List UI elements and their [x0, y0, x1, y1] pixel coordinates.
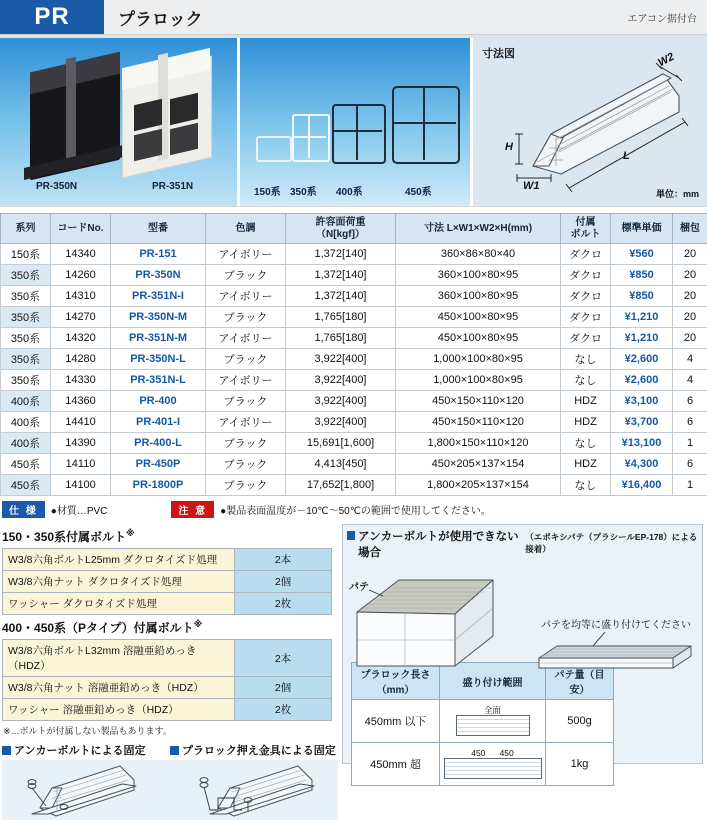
putty-range-labels-2 — [442, 749, 543, 758]
bolt-quantity: 2個 — [235, 571, 332, 593]
size-shape-400-rib — [356, 104, 358, 160]
table-row — [3, 549, 332, 571]
cell-code: 14410 — [51, 412, 111, 433]
cell-color: アイボリー — [206, 244, 286, 265]
cell-color: ブラック — [206, 307, 286, 328]
table-row — [1, 265, 707, 286]
cell-color: アイボリー — [206, 286, 286, 307]
cell-pack: 20 — [673, 265, 707, 286]
fixation-anchor-illustration — [2, 760, 170, 820]
cell-color: アイボリー — [206, 412, 286, 433]
cell-bolt: ダクロ — [561, 307, 611, 328]
anchor-panel-heading-text: アンカーボルトが使用できない場合 — [358, 528, 522, 560]
cell-dim: 1,800×150×110×120 — [396, 433, 561, 454]
cell-bolt: ダクロ — [561, 328, 611, 349]
cell-code: 14270 — [51, 307, 111, 328]
cell-color: ブラック — [206, 454, 286, 475]
cell-pack: 20 — [673, 328, 707, 349]
spec-table-header-row — [1, 214, 707, 244]
cell-load: 1,372[140] — [286, 286, 396, 307]
putty-table-row — [352, 743, 614, 786]
cell-code: 14330 — [51, 370, 111, 391]
putty-range-label-1: 全面 — [442, 706, 543, 715]
cell-load: 3,922[400] — [286, 370, 396, 391]
bolts-150-350-heading — [2, 528, 342, 545]
cell-series: 400系 — [1, 391, 51, 412]
cell-bolt: なし — [561, 349, 611, 370]
cell-series: 350系 — [1, 370, 51, 391]
size-shape-350-rib — [308, 114, 310, 158]
cell-price: ¥1,210 — [611, 307, 673, 328]
cell-color: ブラック — [206, 475, 286, 496]
anchor-panel-illustration — [343, 562, 702, 662]
table-row — [1, 349, 707, 370]
putty-length-2: 450mm 超 — [352, 743, 440, 786]
product-category-label: エアコン据付台 — [628, 0, 707, 34]
cell-code: 14390 — [51, 433, 111, 454]
fixation-row — [2, 742, 342, 820]
cell-pack: 4 — [673, 349, 707, 370]
bolts-150-350-heading-mark: ※ — [126, 528, 135, 538]
caution-tag: 注 意 — [171, 501, 214, 518]
cell-model: PR-351N-I — [111, 286, 206, 307]
table-row — [1, 286, 707, 307]
bolts-column — [0, 524, 342, 820]
cell-series: 450系 — [1, 475, 51, 496]
bolt-name: W3/8六角ボルトL25mm ダクロタイズド処理 — [3, 549, 235, 571]
cell-color: アイボリー — [206, 370, 286, 391]
putty-range-1 — [440, 700, 546, 743]
putty-col-length: プラロック長さ（mm） — [352, 663, 440, 700]
bolts-400-450-heading-mark: ※ — [194, 619, 203, 629]
putty-col-amount: パテ量（目安） — [546, 663, 614, 700]
cell-price: ¥13,100 — [611, 433, 673, 454]
cell-price: ¥4,300 — [611, 454, 673, 475]
cell-model: PR-350N — [111, 265, 206, 286]
cell-dim: 450×150×110×120 — [396, 412, 561, 433]
bolt-quantity: 2本 — [235, 640, 332, 677]
page-header — [0, 0, 707, 35]
cell-color: ブラック — [206, 265, 286, 286]
cell-color: ブラック — [206, 391, 286, 412]
cell-price: ¥16,400 — [611, 475, 673, 496]
size-shape-400 — [332, 104, 386, 164]
cell-model: PR-401-I — [111, 412, 206, 433]
col-price: 標準単価 — [611, 214, 673, 244]
cell-series: 350系 — [1, 349, 51, 370]
spec-note-text: ●材質…PVC — [51, 502, 108, 517]
cell-code: 14320 — [51, 328, 111, 349]
cell-load: 3,922[400] — [286, 412, 396, 433]
table-row — [1, 307, 707, 328]
size-label-350: 350系 — [290, 183, 317, 198]
table-row — [3, 593, 332, 615]
table-row — [1, 370, 707, 391]
cell-price: ¥3,700 — [611, 412, 673, 433]
bolt-name: W3/8六角ボルトL32mm 溶融亜鉛めっき（HDZ） — [3, 640, 235, 677]
putty-range-label-2a: 450 — [471, 748, 485, 758]
bolts-400-450-table — [2, 639, 332, 721]
cell-dim: 360×100×80×95 — [396, 286, 561, 307]
bullet-square-icon — [170, 746, 179, 755]
dimension-drawing — [470, 38, 707, 206]
cell-code: 14260 — [51, 265, 111, 286]
cell-dim: 360×100×80×95 — [396, 265, 561, 286]
cell-series: 350系 — [1, 286, 51, 307]
cell-price: ¥2,600 — [611, 349, 673, 370]
cell-bolt: HDZ — [561, 391, 611, 412]
cell-pack: 6 — [673, 454, 707, 475]
col-bolt-line2: ボルト — [571, 229, 601, 240]
cell-load: 1,765[180] — [286, 307, 396, 328]
col-color: 色調 — [206, 214, 286, 244]
table-row — [1, 244, 707, 265]
table-row — [1, 433, 707, 454]
cell-bolt: HDZ — [561, 412, 611, 433]
size-shape-450-rib — [423, 86, 425, 160]
cell-pack: 20 — [673, 244, 707, 265]
cell-price: ¥560 — [611, 244, 673, 265]
cell-load: 1,765[180] — [286, 328, 396, 349]
table-row — [1, 475, 707, 496]
fixation-bracket-svg — [170, 760, 338, 820]
dimension-label-w1: W1 — [523, 180, 540, 192]
cell-dim: 360×86×80×40 — [396, 244, 561, 265]
putty-amount-2: 1kg — [546, 743, 614, 786]
cell-bolt: ダクロ — [561, 244, 611, 265]
size-shape-350 — [292, 114, 330, 162]
bolt-quantity: 2本 — [235, 549, 332, 571]
cell-bolt: なし — [561, 475, 611, 496]
col-series: 系列 — [1, 214, 51, 244]
cell-pack: 20 — [673, 286, 707, 307]
cell-dim: 1,000×100×80×95 — [396, 349, 561, 370]
cell-load: 3,922[400] — [286, 391, 396, 412]
cell-load: 15,691[1,600] — [286, 433, 396, 454]
fixation-bracket-heading-text: プラロック押え金具による固定 — [182, 742, 336, 758]
putty-range-swatch-2 — [444, 758, 542, 779]
cell-color: ブラック — [206, 433, 286, 454]
col-bolt — [561, 214, 611, 244]
cell-color: アイボリー — [206, 328, 286, 349]
cell-model: PR-151 — [111, 244, 206, 265]
cell-model: PR-450P — [111, 454, 206, 475]
bolts-400-450-heading-text: 400・450系（Pタイプ）付属ボルト — [2, 621, 194, 635]
cell-pack: 1 — [673, 475, 707, 496]
col-load — [286, 214, 396, 244]
cell-price: ¥850 — [611, 265, 673, 286]
cell-dim: 450×100×80×95 — [396, 328, 561, 349]
putty-length-1: 450mm 以下 — [352, 700, 440, 743]
caution-note-text: ●製品表面温度が－10℃～50℃の範囲で使用してください。 — [220, 502, 491, 517]
photo-black-rib — [66, 57, 76, 165]
table-row — [3, 571, 332, 593]
putty-amount-1: 500g — [546, 700, 614, 743]
cell-load: 17,652[1,800] — [286, 475, 396, 496]
notes-strip — [0, 496, 707, 520]
cell-series: 400系 — [1, 433, 51, 454]
putty-range-2 — [440, 743, 546, 786]
dimension-label-l: L — [623, 150, 630, 162]
table-row — [3, 640, 332, 677]
dimension-label-h: H — [505, 141, 513, 153]
cell-dim: 450×100×80×95 — [396, 307, 561, 328]
fixation-anchor-heading-text: アンカーボルトによる固定 — [14, 742, 146, 758]
bolts-footnote: ※…ボルトが付属しない製品もあります。 — [3, 724, 342, 737]
bolt-quantity: 2個 — [235, 677, 332, 699]
fixation-anchor-block — [2, 742, 170, 820]
bullet-square-icon — [347, 531, 355, 540]
col-bolt-line1: 付属 — [576, 217, 596, 228]
cell-price: ¥3,100 — [611, 391, 673, 412]
cell-bolt: なし — [561, 370, 611, 391]
table-row — [3, 677, 332, 699]
product-code-badge: PR — [0, 0, 104, 34]
cell-pack: 6 — [673, 391, 707, 412]
bolt-quantity: 2枚 — [235, 593, 332, 615]
col-load-line1: 許容面荷重 — [316, 217, 366, 228]
putty-col-range: 盛り付け範囲 — [440, 663, 546, 700]
table-row — [1, 454, 707, 475]
bolt-name: ワッシャー 溶融亜鉛めっき（HDZ） — [3, 699, 235, 721]
cell-bolt: HDZ — [561, 454, 611, 475]
bolts-400-450-heading — [2, 619, 342, 636]
putty-table-row — [352, 700, 614, 743]
cell-load: 1,372[140] — [286, 265, 396, 286]
size-label-150: 150系 — [254, 183, 281, 198]
cell-model: PR-350N-L — [111, 349, 206, 370]
cell-load: 3,922[400] — [286, 349, 396, 370]
size-label-450: 450系 — [405, 183, 432, 198]
cell-bolt: ダクロ — [561, 265, 611, 286]
col-dimensions: 寸法 L×W1×W2×H(mm) — [396, 214, 561, 244]
size-shape-450 — [392, 86, 460, 164]
fixation-bracket-block — [170, 742, 338, 820]
col-model: 型番 — [111, 214, 206, 244]
fixation-bracket-illustration — [170, 760, 338, 820]
photo-caption-pr350n: PR-350N — [36, 181, 77, 192]
lower-section — [0, 524, 707, 820]
cell-price: ¥1,210 — [611, 328, 673, 349]
bolt-name: W3/8六角ナット 溶融亜鉛めっき（HDZ） — [3, 677, 235, 699]
dimension-drawing-title: 寸法図 — [482, 45, 515, 61]
putty-range-swatch-1 — [456, 715, 530, 736]
fixation-bracket-heading — [170, 742, 338, 758]
fixation-anchor-heading — [2, 742, 170, 758]
cell-dim: 450×205×137×154 — [396, 454, 561, 475]
cell-code: 14110 — [51, 454, 111, 475]
fixation-anchor-svg — [2, 760, 170, 820]
photo-caption-pr351n: PR-351N — [152, 181, 193, 192]
cell-code: 14360 — [51, 391, 111, 412]
anchor-panel-heading-sub: （エポキシパテ（プラシールEP-178）による接着） — [525, 531, 702, 555]
cell-series: 350系 — [1, 265, 51, 286]
cell-pack: 6 — [673, 412, 707, 433]
cell-code: 14280 — [51, 349, 111, 370]
cell-code: 14310 — [51, 286, 111, 307]
bolt-name: W3/8六角ナット ダクロタイズド処理 — [3, 571, 235, 593]
product-photo-extrusions — [0, 38, 237, 206]
cell-series: 350系 — [1, 307, 51, 328]
col-load-line2: （N[kgf]） — [316, 229, 365, 240]
cell-series: 450系 — [1, 454, 51, 475]
cell-pack: 4 — [673, 370, 707, 391]
cell-model: PR-1800P — [111, 475, 206, 496]
spec-table — [0, 213, 707, 496]
cell-series: 400系 — [1, 412, 51, 433]
anchor-panel — [342, 524, 707, 820]
size-label-400: 400系 — [336, 183, 363, 198]
cell-code: 14340 — [51, 244, 111, 265]
photo-strip — [0, 38, 707, 207]
bullet-square-icon — [2, 746, 11, 755]
col-code: コードNo. — [51, 214, 111, 244]
cell-price: ¥850 — [611, 286, 673, 307]
dimension-unit-label: 単位：mm — [656, 187, 699, 200]
dimension-label-w2: W2 — [656, 51, 676, 69]
cell-pack: 20 — [673, 307, 707, 328]
table-row — [1, 391, 707, 412]
cell-model: PR-351N-M — [111, 328, 206, 349]
cell-bolt: なし — [561, 433, 611, 454]
anchor-panel-heading — [343, 525, 702, 560]
cell-code: 14100 — [51, 475, 111, 496]
putty-callout-label: パテ — [349, 578, 369, 593]
size-shape-150 — [256, 136, 292, 162]
putty-range-label-2b: 450 — [500, 748, 514, 758]
product-photo-size-comparison — [237, 38, 470, 206]
cell-load: 4,413[450] — [286, 454, 396, 475]
cell-model: PR-351N-L — [111, 370, 206, 391]
cell-series: 350系 — [1, 328, 51, 349]
cell-dim: 1,000×100×80×95 — [396, 370, 561, 391]
cell-pack: 1 — [673, 433, 707, 454]
bolts-150-350-table — [2, 548, 332, 615]
cell-series: 150系 — [1, 244, 51, 265]
cell-color: ブラック — [206, 349, 286, 370]
bolts-150-350-heading-text: 150・350系付属ボルト — [2, 530, 126, 544]
cell-price: ¥2,600 — [611, 370, 673, 391]
cell-dim: 450×150×110×120 — [396, 391, 561, 412]
spec-tag: 仕 様 — [2, 501, 45, 518]
bolt-quantity: 2枚 — [235, 699, 332, 721]
putty-instruction-text: パテを均等に盛り付けてください — [541, 616, 691, 631]
cell-model: PR-350N-M — [111, 307, 206, 328]
col-packing: 梱包 — [673, 214, 707, 244]
cell-bolt: ダクロ — [561, 286, 611, 307]
cell-load: 1,372[140] — [286, 244, 396, 265]
table-row — [1, 412, 707, 433]
page-title: プラロック — [104, 0, 628, 34]
table-row — [1, 328, 707, 349]
bolt-name: ワッシャー ダクロタイズド処理 — [3, 593, 235, 615]
cell-model: PR-400-L — [111, 433, 206, 454]
cell-dim: 1,800×205×137×154 — [396, 475, 561, 496]
cell-model: PR-400 — [111, 391, 206, 412]
